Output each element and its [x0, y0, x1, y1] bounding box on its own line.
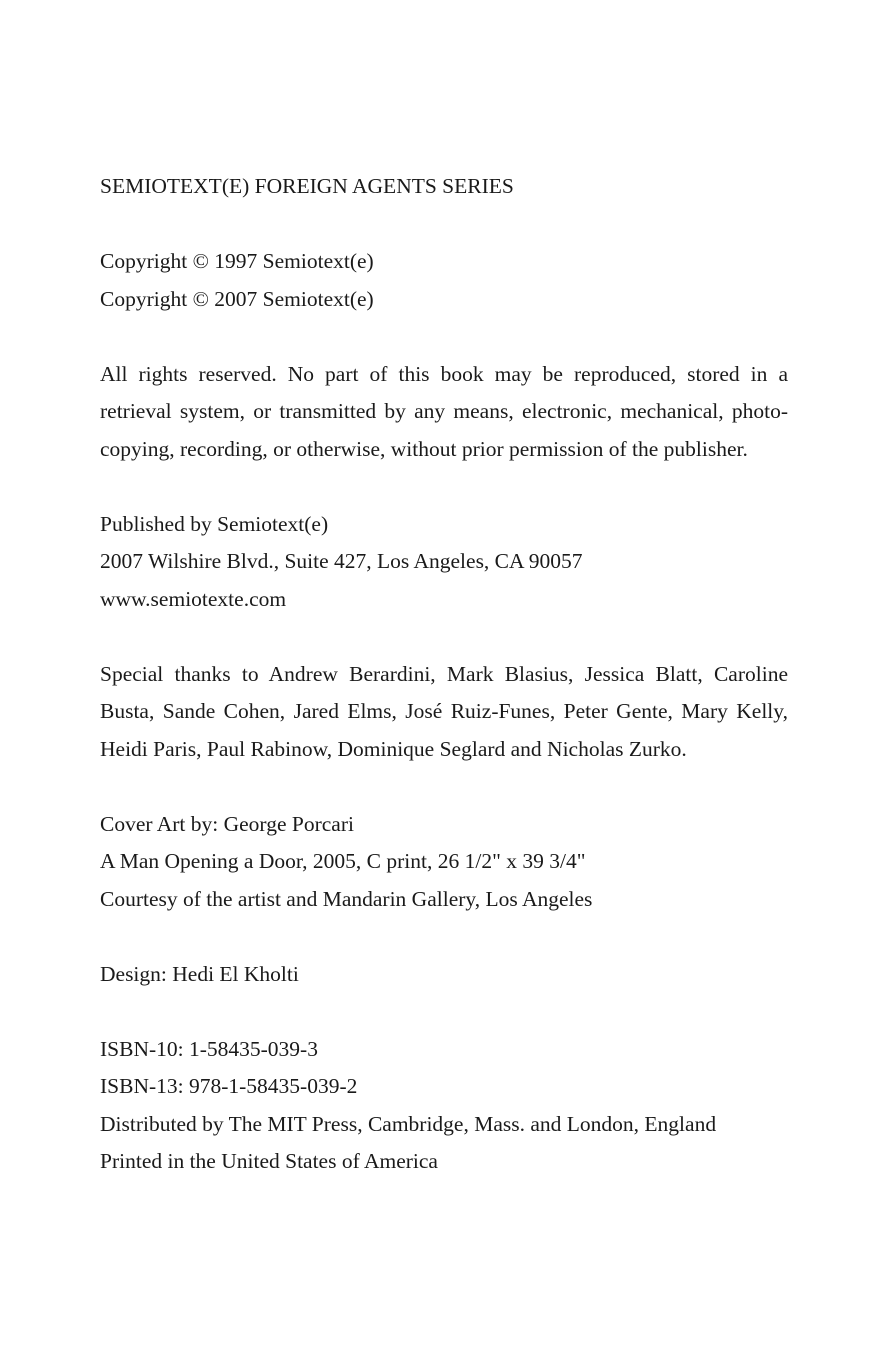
cover-courtesy: Courtesy of the artist and Mandarin Gallery, Los Angeles: [100, 886, 593, 911]
printed-in: Printed in the United States of America: [100, 1149, 438, 1173]
isbn-13: ISBN-13: 978-1-58435-039-2: [100, 1074, 358, 1098]
distribution: Distributed by The MIT Press, Cambridge, Mass. and London, England: [100, 1111, 717, 1136]
isbn-block: [100, 1031, 788, 1181]
copyright-1997: Copyright © 1997 Semiotext(e): [100, 249, 374, 273]
publisher-address: 2007 Wilshire Blvd., Suite 427, Los Angeles, CA 90057: [100, 549, 583, 573]
rights-statement: All rights reserved. No part of this book may be reproduced, stored in a retrieval system, or transmitted by any means, electronic, mechanical, photo-copying, recording, or otherwise, without prior permission of the publisher.: [100, 361, 788, 461]
rights-block: [100, 356, 788, 469]
isbn-10: ISBN-10: 1-58435-039-3: [100, 1036, 318, 1061]
copyright-2007: Copyright © 2007 Semiotext(e): [100, 286, 374, 311]
copyright-block: [100, 243, 788, 318]
series-title: SEMIOTEXT(E) FOREIGN AGENTS SERIES: [100, 174, 514, 198]
thanks-block: [100, 656, 788, 769]
cover-work: A Man Opening a Door, 2005, C print, 26 1/2" x 39 3/4": [100, 849, 586, 873]
series-block: [100, 168, 788, 206]
special-thanks: Special thanks to Andrew Berardini, Mark Blasius, Jessica Blatt, Caroline Busta, Sande Cohen, Jared Elms, José Ruiz-Funes, Peter Gente, Mary Kelly, Heidi Paris, Paul Rabinow, Dominique Seglard and Nicholas Zurko.: [100, 661, 788, 761]
publisher-name: Published by Semiotext(e): [100, 511, 329, 536]
design-block: [100, 956, 788, 994]
cover-artist: Cover Art by: George Porcari: [100, 811, 354, 836]
publisher-block: [100, 506, 788, 619]
publisher-website: www.semiotexte.com: [100, 586, 287, 611]
copyright-page: [100, 168, 788, 1218]
cover-block: [100, 806, 788, 919]
design-credit: Design: Hedi El Kholti: [100, 961, 299, 986]
